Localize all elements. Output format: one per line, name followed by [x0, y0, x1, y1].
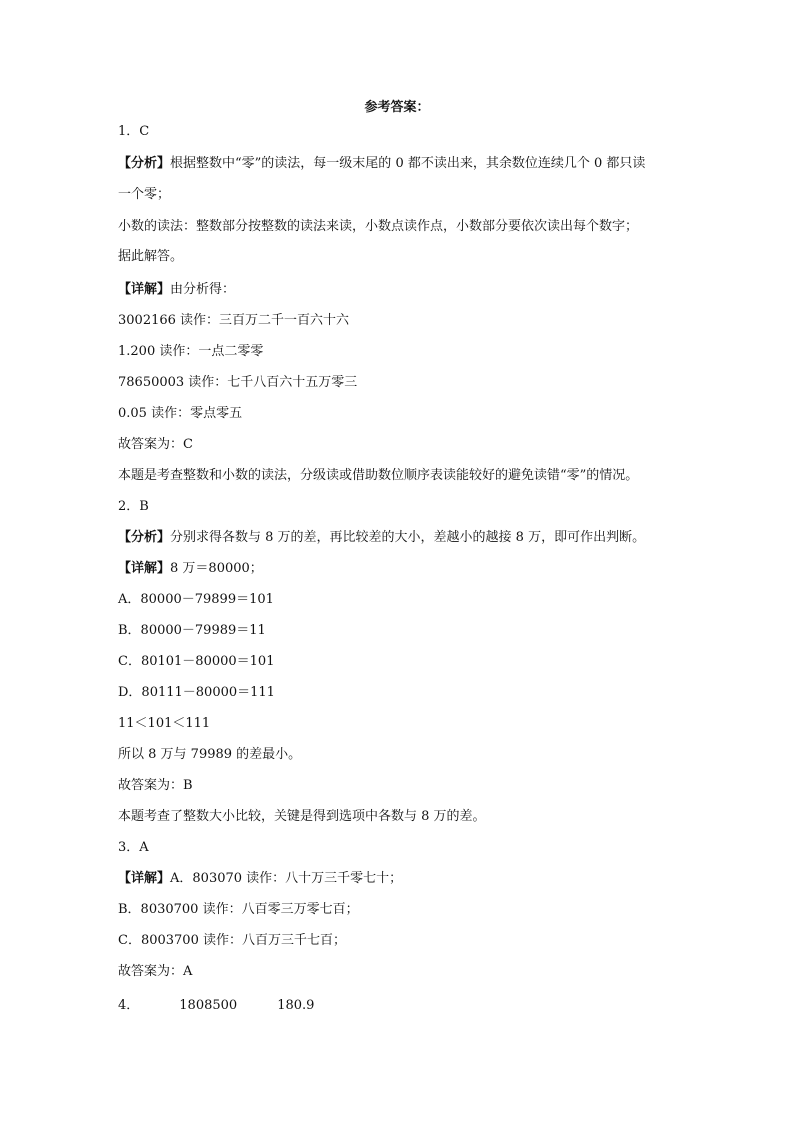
detail-tag: 【详解】 — [118, 561, 171, 576]
q2-detail-line — [118, 560, 688, 578]
analysis-tag: 【分析】 — [118, 530, 171, 545]
q2-answer: 故答案为：B — [118, 778, 193, 793]
q2-number: 2．B — [118, 499, 149, 514]
q1-analysis-line-2: 一个零； — [118, 187, 171, 202]
q1-number: 1．C — [118, 124, 150, 139]
detail-tag: 【详解】 — [118, 871, 171, 886]
q4-answer-1: 1808500 — [179, 998, 238, 1013]
q2-option-d: D．80111－80000＝111 — [118, 685, 275, 700]
q2-comment: 本题考查了整数大小比较，关键是得到选项中各数与 8 万的差。 — [118, 809, 486, 824]
detail-tag: 【详解】 — [118, 282, 171, 297]
q3-detail-line — [118, 870, 688, 888]
q4-line — [118, 997, 688, 1015]
q3-option-a: A．803070 读作：八十万三千零七十； — [170, 871, 403, 886]
q1-answer: 故答案为：C — [118, 437, 193, 452]
page-title: 参考答案： — [364, 100, 430, 115]
q1-detail-line: 0.05 读作：零点零五 — [118, 406, 243, 421]
q1-detail-intro: 由分析得： — [170, 282, 236, 297]
analysis-tag: 【分析】 — [118, 156, 171, 171]
q4-number: 4． — [118, 998, 140, 1013]
q3-number: 3．A — [118, 840, 149, 855]
q2-conclusion: 所以 8 万与 79989 的差最小。 — [118, 747, 302, 762]
q1-analysis-line-3: 小数的读法：整数部分按整数的读法来读，小数点读作点，小数部分要依次读出每个数字； — [118, 219, 639, 234]
q2-detail-intro: 8 万＝80000； — [170, 561, 263, 576]
q3-option-c: C．8003700 读作：八百万三千七百； — [118, 933, 346, 948]
q4-answer-2: 180.9 — [277, 998, 315, 1013]
q2-option-a: A．80000－79899＝101 — [118, 592, 274, 607]
q1-analysis-line-4: 据此解答。 — [118, 249, 184, 264]
q2-option-b: B．80000－79989＝11 — [118, 623, 266, 638]
q1-detail-line: 3002166 读作：三百万二千一百六十六 — [118, 313, 350, 328]
q1-analysis-line — [118, 155, 688, 173]
q1-detail-line: 78650003 读作：七千八百六十五万零三 — [118, 375, 358, 390]
q1-detail-line: 1.200 读作：一点二零零 — [118, 344, 264, 359]
q2-analysis-text: 分别求得各数与 8 万的差，再比较差的大小，差越小的越接 8 万，即可作出判断。 — [170, 530, 646, 545]
q2-option-c: C．80101－80000＝101 — [118, 654, 275, 669]
q1-detail-line — [118, 281, 688, 299]
q1-comment: 本题是考查整数和小数的读法，分级读或借助数位顺序表读能较好的避免读错“零”的情况。 — [118, 468, 639, 483]
q2-analysis-line — [118, 529, 688, 547]
q1-analysis-text: 根据整数中“零”的读法，每一级末尾的 0 都不读出来，其余数位连续几个 0 都只读 — [170, 156, 646, 171]
q2-comparison: 11＜101＜111 — [118, 716, 211, 731]
q3-answer: 故答案为：A — [118, 964, 193, 979]
q3-option-b: B．8030700 读作：八百零三万零七百； — [118, 902, 359, 917]
